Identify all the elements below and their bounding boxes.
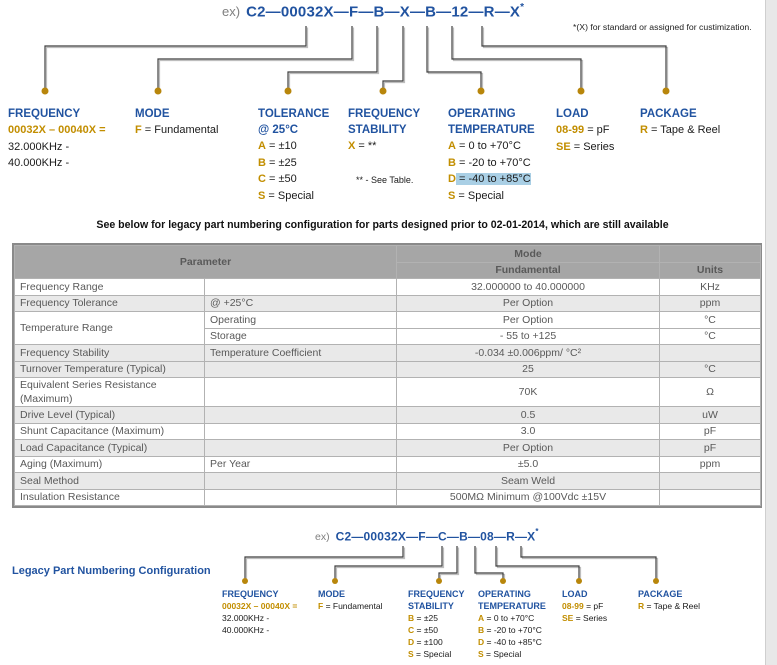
option-text: = ±10 xyxy=(265,140,297,152)
column-header: STABILITY xyxy=(408,601,454,611)
table-row xyxy=(15,407,761,424)
param-cell: Temperature Range xyxy=(15,312,205,345)
option-code: SE xyxy=(556,140,571,153)
units-cell xyxy=(660,473,761,490)
table-row xyxy=(15,361,761,378)
option-line xyxy=(408,624,476,636)
top-connectors xyxy=(42,26,670,95)
condition-cell xyxy=(205,423,397,440)
part-number-text: C2—00032X—F—B—X—B—12—R—X xyxy=(246,3,521,21)
option-text: = -40 to +85°C xyxy=(484,637,542,647)
connector-dot xyxy=(380,88,387,95)
option-line xyxy=(135,122,253,139)
part-number-text: C2—00032X—F—C—B—08—R—X xyxy=(335,529,536,544)
option-code: C xyxy=(408,625,415,635)
pn-column-load xyxy=(562,588,634,624)
option-text: = Special xyxy=(455,189,504,202)
option-text: = 0 to +70°C xyxy=(484,613,535,623)
pn-column-package xyxy=(638,588,742,612)
option-line xyxy=(348,138,444,155)
table-row xyxy=(15,345,761,362)
option-text: = Tape & Reel xyxy=(644,601,700,611)
option-code: D xyxy=(478,637,485,647)
option-text: 40.000KHz - xyxy=(8,157,70,169)
param-cell: Shunt Capacitance (Maximum) xyxy=(15,423,205,440)
param-cell: Seal Method xyxy=(15,473,205,490)
option-line xyxy=(478,636,560,648)
option-text: = Special xyxy=(413,649,452,659)
option-code: B xyxy=(258,156,266,169)
value-cell: 32.000000 to 40.000000 xyxy=(397,279,660,296)
option-line xyxy=(8,155,135,172)
option-code: S xyxy=(478,649,484,659)
option-code: D xyxy=(408,637,415,647)
option-line xyxy=(640,122,752,139)
table-row xyxy=(15,279,761,296)
param-cell: Turnover Temperature (Typical) xyxy=(15,361,205,378)
option-text: = Fundamental xyxy=(323,601,383,611)
connector-dot xyxy=(653,578,659,584)
option-line xyxy=(258,155,344,172)
option-text: = Fundamental xyxy=(141,124,219,136)
option-code: F xyxy=(135,124,142,136)
see-table-note: ** - See Table. xyxy=(356,174,414,185)
option-code: A xyxy=(258,140,266,152)
value-cell: 500MΩ Minimum @100Vdc ±15V xyxy=(397,489,660,506)
option-line xyxy=(556,122,636,139)
option-text: = ±25 xyxy=(265,156,297,169)
column-header: MODE xyxy=(135,108,170,120)
legacy-config-label: Legacy Part Numbering Configuration xyxy=(12,565,211,577)
units-cell: ppm xyxy=(660,456,761,473)
connector-dot xyxy=(436,578,442,584)
units-cell: ppm xyxy=(660,295,761,312)
connector-dot xyxy=(576,578,582,584)
column-header: FREQUENCY xyxy=(348,108,421,120)
column-header: OPERATING xyxy=(478,589,531,599)
units-cell xyxy=(660,489,761,506)
part-number-example-legacy xyxy=(315,527,539,545)
table-row xyxy=(15,295,761,312)
table-header-row xyxy=(15,246,761,263)
spec-table xyxy=(14,245,761,506)
connector-dot xyxy=(285,88,292,95)
pn-column-tolerance-25-c xyxy=(258,106,344,204)
connector-dot xyxy=(332,578,338,584)
column-header: TEMPERATURE xyxy=(448,124,535,136)
option-line xyxy=(258,188,344,205)
column-header: @ 25°C xyxy=(258,124,299,136)
option-text: = ±50 xyxy=(265,173,297,185)
option-text: = -40 to +85°C xyxy=(455,173,531,185)
option-line xyxy=(8,139,135,156)
option-text: = -20 to +70°C xyxy=(455,156,531,169)
value-cell: 0.5 xyxy=(397,407,660,424)
condition-cell xyxy=(205,279,397,296)
pn-column-mode xyxy=(318,588,406,612)
pn-column-frequency-stability xyxy=(408,588,476,660)
units-cell: pF xyxy=(660,440,761,457)
condition-cell: @ +25°C xyxy=(205,295,397,312)
param-cell: Load Capacitance (Typical) xyxy=(15,440,205,457)
connector-dot xyxy=(42,88,49,95)
table-row xyxy=(15,456,761,473)
column-header: OPERATING xyxy=(448,108,516,120)
column-header: TOLERANCE xyxy=(258,108,330,120)
value-cell: Per Option xyxy=(397,295,660,312)
option-code: S xyxy=(408,649,414,659)
table-row xyxy=(15,440,761,457)
value-cell: Seam Weld xyxy=(397,473,660,490)
value-cell: 25 xyxy=(397,361,660,378)
part-number-star: * xyxy=(535,527,539,536)
option-text: = Series xyxy=(573,613,608,623)
option-text: = Special xyxy=(483,649,522,659)
example-prefix: ex) xyxy=(222,4,241,20)
option-line xyxy=(222,624,316,636)
table-row xyxy=(15,423,761,440)
option-code: 08-99 xyxy=(562,601,584,611)
column-header: TEMPERATURE xyxy=(478,601,546,611)
option-line xyxy=(562,600,634,612)
condition-cell: Temperature Coefficient xyxy=(205,345,397,362)
option-code: SE xyxy=(562,613,574,623)
option-text: = pF xyxy=(584,124,610,136)
condition-cell xyxy=(205,489,397,506)
option-text: = ±25 xyxy=(414,613,438,623)
table-row xyxy=(15,312,761,329)
value-cell: -0.034 ±0.006ppm/ °C² xyxy=(397,345,660,362)
header-blank xyxy=(660,246,761,263)
option-code: 00032X – 00040X = xyxy=(8,124,106,136)
option-code: B xyxy=(448,156,456,169)
units-cell: Ω xyxy=(660,378,761,407)
value-cell: 70K xyxy=(397,378,660,407)
option-line xyxy=(478,612,560,624)
see-below-note: See below for legacy part numbering configuration for parts designed prior to 02-01-2014, which are still available xyxy=(96,219,669,231)
value-cell: Per Option xyxy=(397,312,660,329)
option-code: A xyxy=(478,613,485,623)
option-line xyxy=(638,600,742,612)
spec-table-wrap xyxy=(12,243,762,508)
column-header: PACKAGE xyxy=(638,589,683,599)
header-fundamental: Fundamental xyxy=(397,262,660,279)
condition-cell xyxy=(205,378,397,407)
pn-column-operating-temperature xyxy=(478,588,560,660)
option-line xyxy=(408,612,476,624)
header-mode: Mode xyxy=(397,246,660,263)
units-cell: °C xyxy=(660,328,761,345)
condition-cell: Storage xyxy=(205,328,397,345)
customization-note: *(X) for standard or assigned for custimization. xyxy=(573,22,752,32)
option-text: 32.000KHz - xyxy=(222,613,270,623)
param-cell: Equivalent Series Resistance (Maximum) xyxy=(15,378,205,407)
option-line xyxy=(556,139,636,156)
connector-dot xyxy=(242,578,248,584)
units-cell: °C xyxy=(660,361,761,378)
condition-cell xyxy=(205,473,397,490)
pn-column-frequency-stability xyxy=(348,106,444,185)
option-line xyxy=(258,138,344,155)
legacy-connectors xyxy=(242,546,659,584)
option-text: = 0 to +70°C xyxy=(455,140,521,152)
option-code: F xyxy=(318,601,324,611)
option-code: 00032X – 00040X = xyxy=(222,601,298,611)
option-text: = ±50 xyxy=(414,625,438,635)
units-cell: pF xyxy=(660,423,761,440)
condition-cell: Operating xyxy=(205,312,397,329)
option-code: B xyxy=(408,613,415,623)
option-text: 40.000KHz - xyxy=(222,625,270,635)
units-cell: uW xyxy=(660,407,761,424)
column-header: STABILITY xyxy=(348,124,407,136)
header-parameter: Parameter xyxy=(15,246,397,279)
column-header: LOAD xyxy=(556,108,589,120)
option-code: S xyxy=(448,189,456,202)
units-cell: KHz xyxy=(660,279,761,296)
units-cell xyxy=(660,345,761,362)
option-text: = pF xyxy=(583,601,604,611)
pn-column-package xyxy=(640,106,752,139)
pn-column-operating-temperature xyxy=(448,106,554,204)
value-cell: ±5.0 xyxy=(397,456,660,473)
option-code: X xyxy=(348,140,356,152)
option-code: R xyxy=(638,601,645,611)
option-text: = Tape & Reel xyxy=(647,124,721,136)
option-code: S xyxy=(258,189,266,202)
option-line xyxy=(562,612,634,624)
condition-cell xyxy=(205,361,397,378)
connector-dot xyxy=(578,88,585,95)
connector-dot xyxy=(478,88,485,95)
option-line xyxy=(448,155,554,172)
example-prefix: ex) xyxy=(315,531,330,544)
option-code: C xyxy=(258,173,266,185)
option-text: = ±100 xyxy=(414,637,443,647)
column-header: FREQUENCY xyxy=(222,589,279,599)
condition-cell xyxy=(205,407,397,424)
condition-cell: Per Year xyxy=(205,456,397,473)
column-header: PACKAGE xyxy=(640,108,697,120)
option-line xyxy=(448,171,554,188)
part-number-star: * xyxy=(520,2,525,13)
top-option-columns xyxy=(0,106,777,216)
pn-column-load xyxy=(556,106,636,155)
option-line xyxy=(258,171,344,188)
table-row xyxy=(15,473,761,490)
page-right-strip xyxy=(765,0,777,665)
column-header: MODE xyxy=(318,589,345,599)
pn-column-frequency xyxy=(222,588,316,636)
pn-column-mode xyxy=(135,106,253,139)
value-cell: Per Option xyxy=(397,440,660,457)
option-text: = -20 to +70°C xyxy=(484,625,542,635)
connector-dot xyxy=(500,578,506,584)
value-cell: 3.0 xyxy=(397,423,660,440)
legacy-connector-shadows xyxy=(247,548,658,581)
option-text: = Series xyxy=(570,140,615,153)
param-cell: Drive Level (Typical) xyxy=(15,407,205,424)
part-number-example-top xyxy=(222,2,524,21)
pn-column-frequency xyxy=(8,106,135,172)
option-line xyxy=(408,648,476,660)
table-row xyxy=(15,489,761,506)
option-line xyxy=(222,600,316,612)
units-cell: °C xyxy=(660,312,761,329)
value-cell: - 55 to +125 xyxy=(397,328,660,345)
option-code: 08-99 xyxy=(556,124,585,136)
option-line xyxy=(448,188,554,205)
option-line xyxy=(478,624,560,636)
param-cell: Aging (Maximum) xyxy=(15,456,205,473)
option-code: B xyxy=(478,625,485,635)
param-cell: Frequency Range xyxy=(15,279,205,296)
table-row xyxy=(15,378,761,407)
param-cell: Frequency Tolerance xyxy=(15,295,205,312)
option-line xyxy=(318,600,406,612)
top-connector-shadows xyxy=(47,28,668,90)
condition-cell xyxy=(205,440,397,457)
option-line xyxy=(448,138,554,155)
legacy-option-columns xyxy=(0,588,777,665)
param-cell: Insulation Resistance xyxy=(15,489,205,506)
option-code: R xyxy=(640,124,648,136)
option-code: D xyxy=(448,173,456,185)
connector-dot xyxy=(155,88,162,95)
option-text: = ** xyxy=(355,140,377,152)
option-text: = Special xyxy=(265,189,314,202)
header-units: Units xyxy=(660,262,761,279)
option-line xyxy=(222,612,316,624)
option-code: A xyxy=(448,140,456,152)
option-line xyxy=(8,122,135,139)
column-header: FREQUENCY xyxy=(408,589,465,599)
param-cell: Frequency Stability xyxy=(15,345,205,362)
column-header: FREQUENCY xyxy=(8,108,81,120)
option-line xyxy=(408,636,476,648)
option-line xyxy=(478,648,560,660)
connector-dot xyxy=(663,88,670,95)
column-header: LOAD xyxy=(562,589,588,599)
option-text: 32.000KHz - xyxy=(8,140,70,153)
